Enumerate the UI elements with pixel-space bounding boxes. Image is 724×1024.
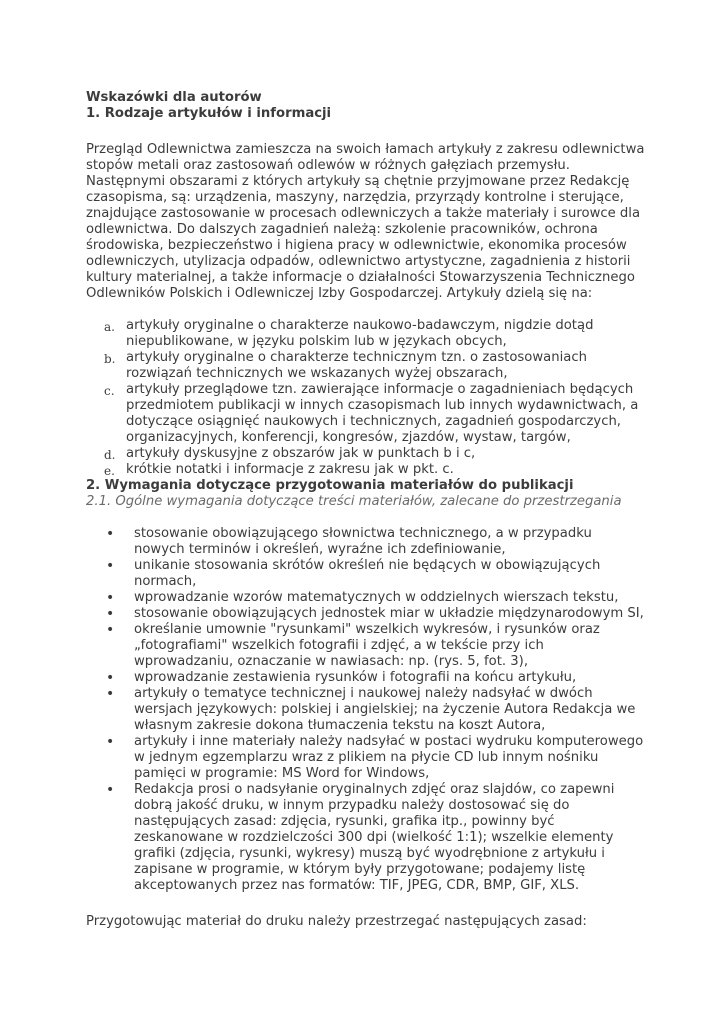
list-item-text: artykuły oryginalne o charakterze technicznym tzn. o zastosowaniach rozwiązań technicznych we wskazanych wyżej obszarach, (126, 350, 587, 381)
list-item: • artykuły o tematyce technicznej i naukowej należy nadsyłać w dwóch wersjach językowych: polskiej i angielskiej; na życzenie Autora Redakcja we własnym zakresie dokona tłumaczenia tekstu na koszt Autora, (134, 686, 646, 734)
list-item (104, 446, 646, 462)
list-item: • Redakcja prosi o nadsyłanie oryginalnych zdjęć oraz slajdów, co zapewni dobrą jakość druku, w innym przypadku należy dostosować się do następujących zasad: zdjęcia, rysunki, grafika itp., powinny być zeskanowane w rozdzielczości 300 dpi (wielkość 1:1); wszelkie elementy grafiki (zdjęcia, rysunki, wykresy) muszą być wyodrębnione z artykułu i zapisane w programie, w którym były przygotowane; podajemy listę akceptowanych przez nas formatów: TIF, JPEG, CDR, BMP, GIF, XLS. (134, 782, 646, 894)
list-item (104, 382, 646, 446)
list-item: • artykuły i inne materiały należy nadsyłać w postaci wydruku komputerowego w jednym egzemplarzu wraz z plikiem na płycie CD lub innym nośniku pamięci w programie: MS Word for Windows, (134, 734, 646, 782)
list-item-text: krótkie notatki i informacje z zakresu jak w pkt. c. (126, 462, 454, 477)
document-title: Wskazówki dla autorów (86, 90, 262, 105)
list-marker: b. (104, 352, 116, 366)
list-item: • stosowanie obowiązujących jednostek miar w układzie międzynarodowym SI, (134, 606, 646, 622)
list-marker: c. (104, 384, 115, 398)
list-item: • wprowadzanie zestawienia rysunków i fotografii na końcu artykułu, (134, 670, 646, 686)
section-1-heading: 1. Rodzaje artykułów i informacji (86, 106, 332, 121)
list-item-text: artykuły oryginalne o charakterze naukowo-badawczym, nigdzie dotąd niepublikowane, w języku polskim lub w językach obcych, (126, 318, 594, 349)
closing-paragraph: Przygotowując materiał do druku należy przestrzegać następujących zasad: (86, 914, 587, 929)
list-item-text: artykuły dyskusyjne z obszarów jak w punktach b i c, (126, 446, 476, 461)
section-2-1-subheading: 2.1. Ogólne wymagania dotyczące treści materiałów, zalecane do przestrzegania (86, 494, 622, 509)
list-item-text: artykuły przeglądowe tzn. zawierające informacje o zagadnieniach będących przedmiotem publikacji w innych czasopismach lub innych wydawnictwach, a dotyczące osiągnięć naukowych i technicznych, zagadnień gospodarczych, organizacyjnych, konferencji, kongresów, zjazdów, wystaw, targów, (126, 382, 639, 445)
section-1-paragraph: Przegląd Odlewnictwa zamieszcza na swoich łamach artykuły z zakresu odlewnictwa stopów metali oraz zastosowań odlewów w różnych gałęziach przemysłu. Następnymi obszarami z których artykuły są chętnie przyjmowane przez Redakcję czasopisma, są: urządzenia, maszyny, narzędzia, przyrządy kontrolne i sterujące, znajdujące zastosowanie w procesach odlewniczych a także materiały i surowce dla odlewnictwa. Do dalszych zagadnień należą: szkolenie pracowników, ochrona środowiska, bezpieczeństwo i higiena pracy w odlewnictwie, ekonomika procesów odlewniczych, utylizacja odpadów, odlewnictwo artystyczne, zagadnienia z historii kultury materialnej, a także informacje o działalności Stowarzyszenia Technicznego Odlewników Polskich i Odlewniczej Izby Gospodarczej. Artykuły dzielą się na: (86, 142, 645, 301)
list-item: • stosowanie obowiązującego słownictwa technicznego, a w przypadku nowych terminów i określeń, wyraźne ich zdefiniowanie, (134, 526, 646, 558)
list-item (104, 350, 646, 382)
list-marker: e. (104, 464, 115, 478)
list-marker: a. (104, 320, 115, 334)
section-2-heading: 2. Wymagania dotyczące przygotowania materiałów do publikacji (86, 478, 574, 493)
article-types-list (86, 318, 646, 478)
requirements-list (86, 526, 646, 894)
list-item: • unikanie stosowania skrótów określeń nie będących w obowiązujących normach, (134, 558, 646, 590)
list-item (104, 462, 646, 478)
list-item: • wprowadzanie wzorów matematycznych w oddzielnych wierszach tekstu, (134, 590, 646, 606)
list-marker: d. (104, 448, 116, 462)
document-page (86, 90, 646, 930)
list-item (104, 318, 646, 350)
list-item: • określanie umownie "rysunkami" wszelkich wykresów, i rysunków oraz „fotografiami" wszelkich fotografii i zdjęć, a w tekście przy ich wprowadzaniu, oznaczanie w nawiasach: np. (rys. 5, fot. 3), (134, 622, 646, 670)
